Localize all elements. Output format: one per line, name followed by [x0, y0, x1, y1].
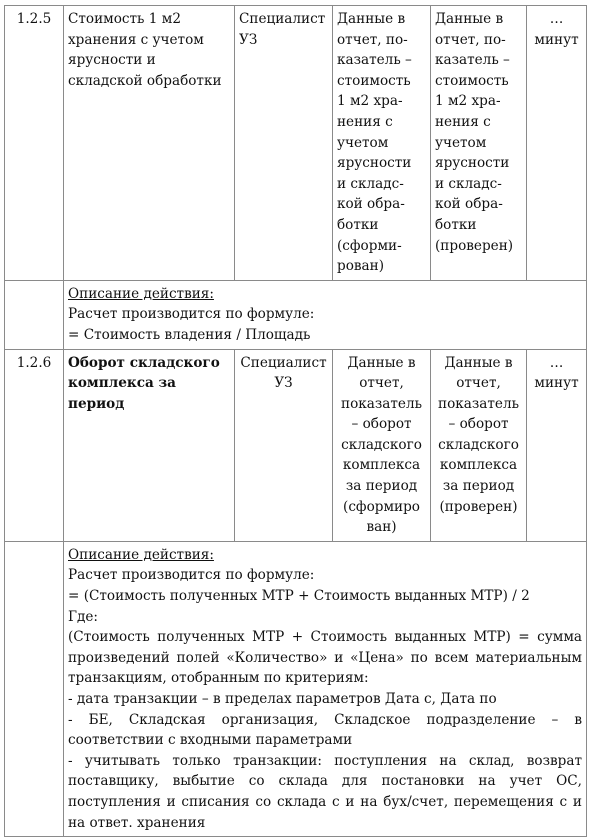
- step-description: Описание действия: Расчет производится по формуле: = Стоимость владения / Площадь: [64, 280, 587, 349]
- step-name: Оборот складского комплекса за период: [64, 349, 235, 541]
- description-title: Описание действия:: [68, 285, 214, 302]
- step-description: Описание действия: Расчет производится по формуле: = (Стоимость полученных МТР + Стоимость выданных МТР) / 2 Где: (Стоимость полученных МТР + Стоимость выданных МТР) = сумма произведений полей «Количество» и «Цена» по всем материальным транзакциям, отобранным по критериям: - дата транзакции – в пределах параметров Дата с, Дата по - БЕ, Складская организация, Складское подразделение – в соответствии с входными параметрами - учитывать только транзакции: поступления на склад, возврат поставщику, выбытие со склада для постановки на учет ОС, поступления и списания со склада с и на бух/счет, перемещения с и на ответ. хранения: [64, 541, 587, 836]
- step-name: Стоимость 1 м2 хранения с учетом ярусности и складской обработки: [64, 6, 235, 281]
- empty-cell: [5, 280, 64, 349]
- step-duration: … минут: [527, 6, 587, 281]
- empty-cell: [5, 541, 64, 836]
- table-row: [5, 6, 587, 281]
- description-row: [5, 541, 587, 836]
- description-row: [5, 280, 587, 349]
- table-row: [5, 349, 587, 541]
- description-title: Описание действия:: [68, 546, 214, 563]
- step-input: Данные в отчет, по- казатель – стоимость 1 м2 хра- нения с учетом ярусности и складс- кой обра- ботки (сформи- рован): [333, 6, 431, 281]
- row-number: 1.2.6: [5, 349, 64, 541]
- step-output: Данные в отчет, по- казатель – стоимость 1 м2 хра- нения с учетом ярусности и складс- кой обра- ботки (проверен): [431, 6, 527, 281]
- row-number: 1.2.5: [5, 6, 64, 281]
- step-input: Данные в отчет, показатель – оборот складского комплекса за период (сформиро ван): [333, 349, 431, 541]
- step-duration: … минут: [527, 349, 587, 541]
- process-table: [4, 5, 587, 837]
- step-role: Специалист УЗ: [235, 349, 333, 541]
- step-output: Данные в отчет, показатель – оборот складского комплекса за период (проверен): [431, 349, 527, 541]
- step-role: Специалист УЗ: [235, 6, 333, 281]
